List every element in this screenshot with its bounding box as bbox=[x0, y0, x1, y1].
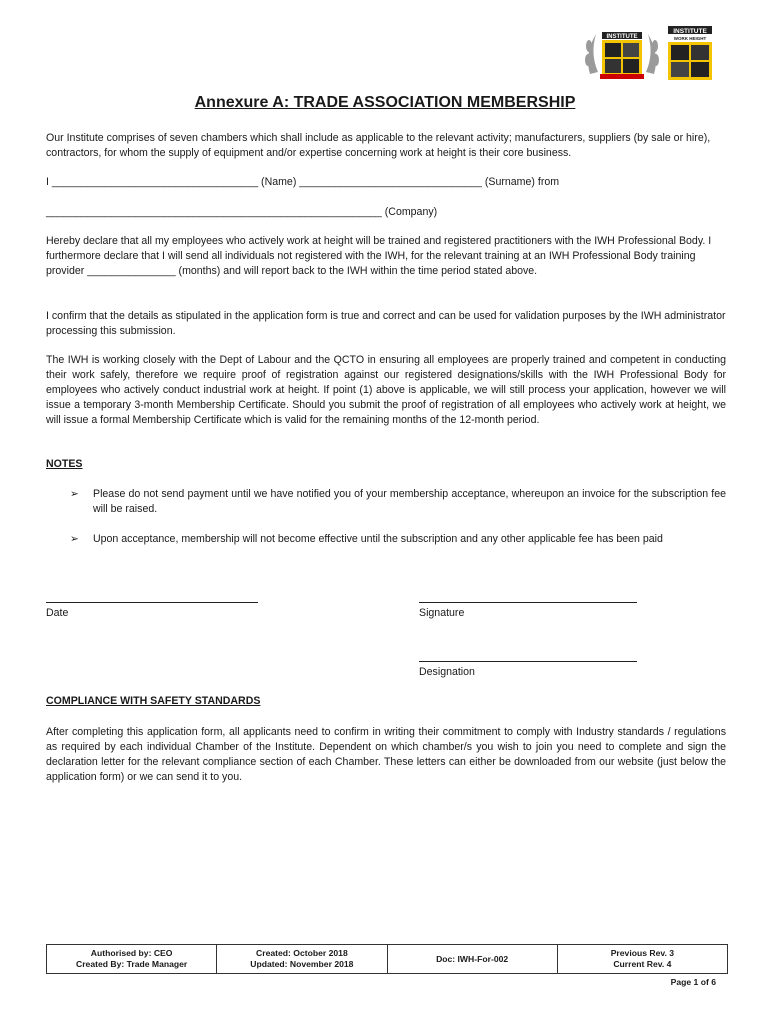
signature-line[interactable] bbox=[419, 602, 637, 603]
iwh-wreath-logo bbox=[580, 24, 664, 84]
current-revision: Current Rev. 4 bbox=[613, 959, 672, 969]
authorisation-cell bbox=[47, 945, 217, 974]
svg-text:INSTITUTE: INSTITUTE bbox=[606, 34, 638, 40]
designation-label: Designation bbox=[419, 666, 475, 678]
notes-item bbox=[70, 487, 726, 517]
dates-cell bbox=[217, 945, 387, 974]
iwh-square-logo bbox=[668, 24, 712, 84]
arrow-bullet-icon: ➢ bbox=[70, 488, 79, 500]
svg-text:INSTITUTE: INSTITUTE bbox=[673, 28, 707, 35]
authorised-by: Authorised by: CEO bbox=[90, 948, 173, 958]
page-number: Page 1 of 6 bbox=[670, 977, 716, 987]
compliance-paragraph: After completing this application form, all applicants need to confirm in writing their commitment to comply with Industry standards / regulations as required by each individual Chamber of the Institute. Dependent on which chamber/s you wish to join you need to complete and sign the declaration letter for the relevant compliance section of each Chamber. These letters can either be downloaded from our website (just below the application form) or we can send it to you. bbox=[46, 726, 726, 783]
doc-number: Doc: IWH-For-002 bbox=[436, 953, 509, 964]
intro-paragraph: Our Institute comprises of seven chambers which shall include as applicable to the relevant activity; manufacturers, suppliers (by sale or hire), contractors, for whom the supply of equipment and/or expertise concerning work at height is their core business. bbox=[46, 132, 711, 159]
notes-item-text: Upon acceptance, membership will not become effective until the subscription and any other applicable fee has been paid bbox=[93, 533, 663, 545]
signature-label: Signature bbox=[419, 607, 465, 619]
revision-cell bbox=[557, 945, 727, 974]
updated-date: Updated: November 2018 bbox=[250, 959, 354, 969]
notes-heading: NOTES bbox=[46, 458, 83, 470]
iwh-registration-paragraph: The IWH is working closely with the Dept of Labour and the QCTO in ensuring all employees are properly trained and competent in conducting their work safely, therefore we require proof of registration against our registered designations/skills with the IWH Professional Body for employees who actively conduct industrial work at height. If point (1) above is applicable, we will still process your application, however we will issue a temporary 3-month Membership Certificate. Should you submit the proof of registration of all employees who actively work at height, we will issue a formal Membership Certificate which is valid for the remaining months of the 12-month period. bbox=[46, 354, 726, 426]
date-label: Date bbox=[46, 607, 69, 619]
date-line[interactable] bbox=[46, 602, 258, 603]
arrow-bullet-icon: ➢ bbox=[70, 533, 79, 545]
doc-number-cell bbox=[387, 945, 557, 974]
svg-text:WORK HEIGHT: WORK HEIGHT bbox=[673, 36, 707, 41]
notes-item bbox=[70, 532, 726, 547]
compliance-heading: COMPLIANCE WITH SAFETY STANDARDS bbox=[46, 695, 261, 707]
created-date: Created: October 2018 bbox=[256, 948, 348, 958]
created-by: Created By: Trade Manager bbox=[75, 959, 188, 969]
header-logos bbox=[580, 24, 712, 84]
designation-line[interactable] bbox=[419, 661, 637, 662]
previous-revision: Previous Rev. 3 bbox=[610, 948, 675, 958]
declaration-paragraph: Hereby declare that all my employees who actively work at height will be trained and registered practitioners with the IWH Professional Body. I furthermore declare that I will send all individuals not registered with the IWH, for the relevant training at an IWH Professional Body training provider _______________ (months) and will report back to the IWH within the time period stated above. bbox=[46, 235, 712, 277]
page-title: Annexure A: TRADE ASSOCIATION MEMBERSHIP bbox=[194, 94, 576, 111]
notes-item-text: Please do not send payment until we have notified you of your membership acceptance, whereupon an invoice for the subscription fee will be raised. bbox=[93, 488, 726, 515]
confirmation-paragraph: I confirm that the details as stipulated in the application form is true and correct and can be used for validation purposes by the IWH administrator processing this submission. bbox=[46, 310, 726, 337]
company-line: _________________________________________________________ (Company) bbox=[46, 206, 438, 218]
document-control-table bbox=[46, 944, 728, 974]
name-surname-line: I ___________________________________ (Name) _______________________________ (Surname) from bbox=[46, 176, 560, 188]
